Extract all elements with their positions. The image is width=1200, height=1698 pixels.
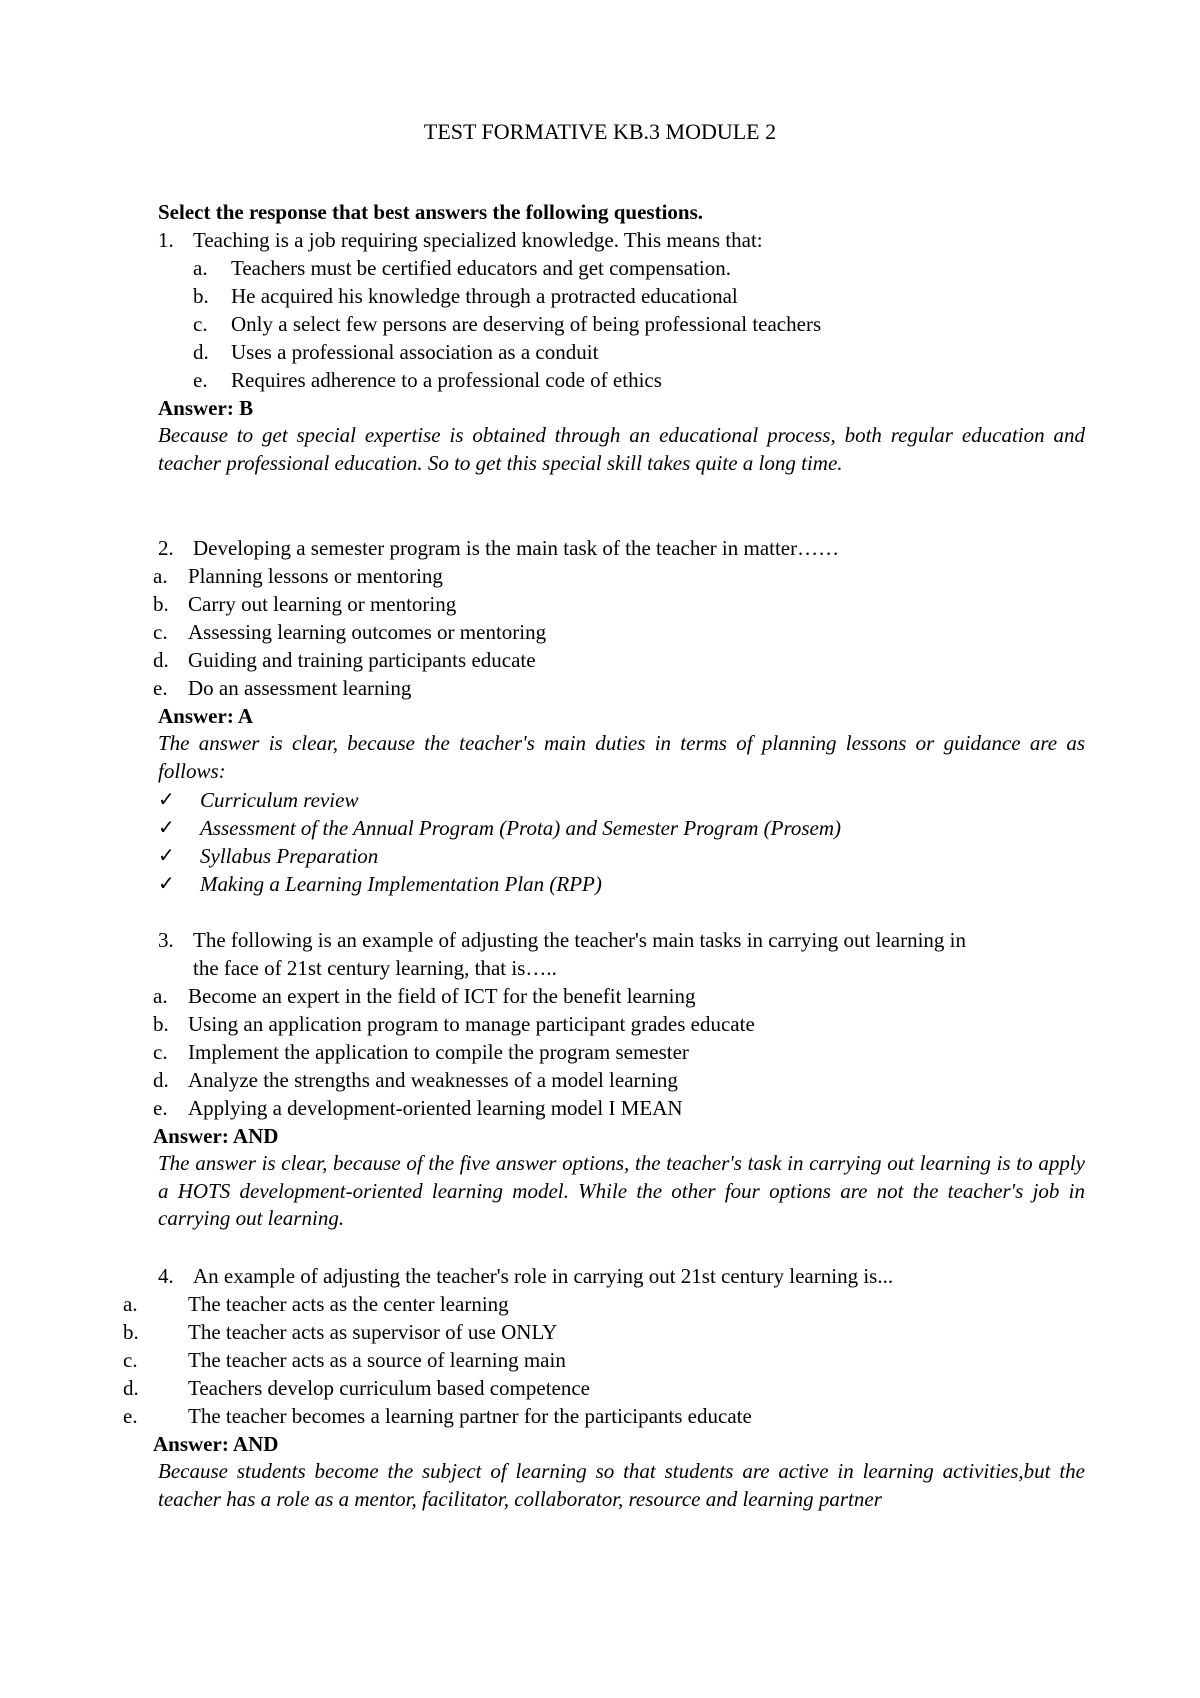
q2-option-e: Do an assessment learning xyxy=(188,676,412,700)
q1-option-a-letter: a. xyxy=(193,256,208,280)
q1-option-e: Requires adherence to a professional code of ethics xyxy=(231,368,662,392)
q3-option-e: Applying a development-oriented learning model I MEAN xyxy=(188,1096,683,1120)
q3-option-b: Using an application program to manage participant grades educate xyxy=(188,1012,755,1036)
q3-option-a-letter: a. xyxy=(153,984,168,1008)
instruction: Select the response that best answers the following questions. xyxy=(158,200,704,224)
question-2-number: 2. xyxy=(158,536,174,560)
question-3-number: 3. xyxy=(158,928,174,952)
q3-explanation: The answer is clear, because of the five answer options, the teacher's task in carrying out learning is to apply a HOTS development-oriented learning model. While the other four options are not the teacher's job in carrying out learning. xyxy=(158,1151,1085,1231)
q2-check-item-1: Curriculum review xyxy=(200,788,359,812)
q2-option-e-letter: e. xyxy=(153,676,168,700)
q4-option-c-letter: c. xyxy=(123,1348,138,1372)
q4-option-b: The teacher acts as supervisor of use ONLY xyxy=(188,1320,558,1344)
q4-option-d: Teachers develop curriculum based competence xyxy=(188,1376,591,1400)
q3-option-b-letter: b. xyxy=(153,1012,169,1036)
q3-answer: Answer: AND xyxy=(153,1124,279,1148)
checkmark-icon: ✓ xyxy=(158,789,175,811)
checkmark-icon: ✓ xyxy=(158,817,175,839)
question-2-text: Developing a semester program is the main task of the teacher in matter…… xyxy=(193,536,840,560)
q1-option-c-letter: c. xyxy=(193,312,208,336)
q2-option-a: Planning lessons or mentoring xyxy=(188,564,443,588)
question-1-number: 1. xyxy=(158,228,174,252)
q2-check-item-3: Syllabus Preparation xyxy=(200,844,379,868)
q4-option-a-letter: a. xyxy=(123,1292,138,1316)
q3-option-a: Become an expert in the field of ICT for the benefit learning xyxy=(188,984,696,1008)
q1-option-d-letter: d. xyxy=(193,340,209,364)
q4-option-b-letter: b. xyxy=(123,1320,139,1344)
question-4-text: An example of adjusting the teacher's role in carrying out 21st century learning is... xyxy=(193,1264,894,1288)
q2-option-d: Guiding and training participants educate xyxy=(188,648,536,672)
q3-option-c: Implement the application to compile the program semester xyxy=(188,1040,689,1064)
q2-check-item-4: Making a Learning Implementation Plan (RPP) xyxy=(200,872,602,896)
q2-option-c: Assessing learning outcomes or mentoring xyxy=(188,620,547,644)
question-1-text: Teaching is a job requiring specialized knowledge. This means that: xyxy=(193,228,763,252)
checkmark-icon: ✓ xyxy=(158,845,175,867)
checkmark-icon: ✓ xyxy=(158,873,175,895)
q2-option-d-letter: d. xyxy=(153,648,169,672)
q2-check-item-2: Assessment of the Annual Program (Prota) and Semester Program (Prosem) xyxy=(200,816,842,840)
question-3-text-line-2: the face of 21st century learning, that is….. xyxy=(193,956,557,980)
q4-option-a: The teacher acts as the center learning xyxy=(188,1292,509,1316)
q3-option-d-letter: d. xyxy=(153,1068,169,1092)
q4-option-d-letter: d. xyxy=(123,1376,139,1400)
q1-explanation: Because to get special expertise is obtained through an educational process, both regular education and teacher professional education. So to get this special skill takes quite a long time. xyxy=(158,423,1085,475)
q1-option-d: Uses a professional association as a conduit xyxy=(231,340,599,364)
q4-option-e-letter: e. xyxy=(123,1404,138,1428)
q4-option-c: The teacher acts as a source of learning main xyxy=(188,1348,566,1372)
q3-option-e-letter: e. xyxy=(153,1096,168,1120)
q2-option-a-letter: a. xyxy=(153,564,168,588)
q1-answer: Answer: B xyxy=(158,396,254,420)
q1-option-b-letter: b. xyxy=(193,284,209,308)
q3-option-d: Analyze the strengths and weaknesses of a model learning xyxy=(188,1068,678,1092)
q2-explanation: The answer is clear, because the teacher's main duties in terms of planning lessons or guidance are as follows: xyxy=(158,731,1085,783)
q1-option-e-letter: e. xyxy=(193,368,208,392)
question-4-number: 4. xyxy=(158,1264,174,1288)
q1-option-b: He acquired his knowledge through a protracted educational xyxy=(231,284,738,308)
q2-option-b-letter: b. xyxy=(153,592,169,616)
q4-option-e: The teacher becomes a learning partner for the participants educate xyxy=(188,1404,752,1428)
q4-explanation: Because students become the subject of learning so that students are active in learning activities,but the teacher has a role as a mentor, facilitator, collaborator, resource and learning partner xyxy=(158,1459,1085,1511)
q4-answer: Answer: AND xyxy=(153,1432,279,1456)
q2-answer: Answer: A xyxy=(158,704,254,728)
q1-option-c: Only a select few persons are deserving of being professional teachers xyxy=(231,312,822,336)
question-3-text-line-1: The following is an example of adjusting the teacher's main tasks in carrying out learning in xyxy=(193,928,966,952)
q3-option-c-letter: c. xyxy=(153,1040,168,1064)
page-title: TEST FORMATIVE KB.3 MODULE 2 xyxy=(423,119,777,144)
q2-option-c-letter: c. xyxy=(153,620,168,644)
q1-option-a: Teachers must be certified educators and get compensation. xyxy=(231,256,732,280)
q2-option-b: Carry out learning or mentoring xyxy=(188,592,457,616)
